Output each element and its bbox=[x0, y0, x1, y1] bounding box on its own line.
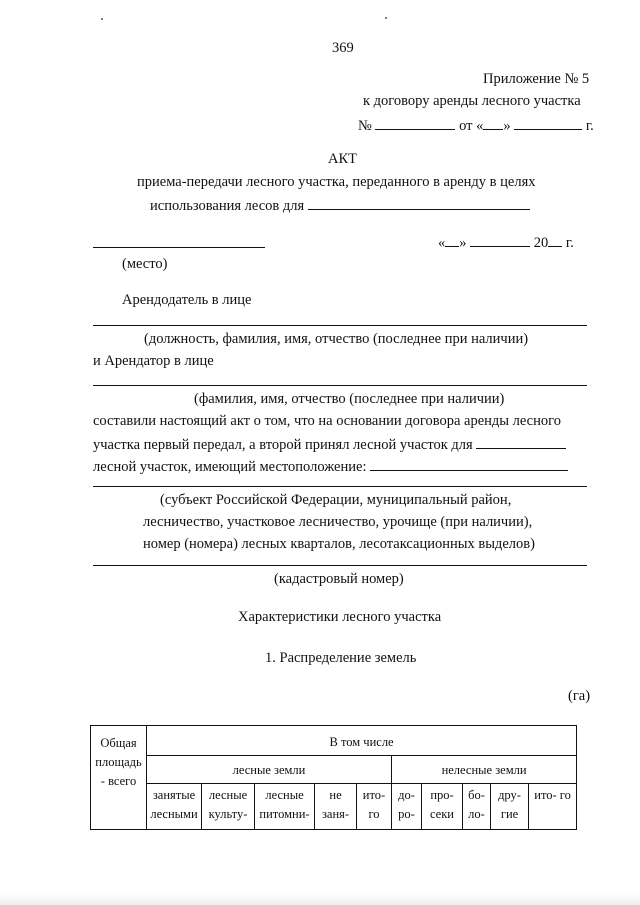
column-header: лесные питомни- bbox=[255, 784, 315, 830]
column-header: ито- го bbox=[357, 784, 392, 830]
lessee-underline[interactable] bbox=[93, 385, 587, 386]
body-paragraph-line1: составили настоящий акт о том, что на основании договора аренды лесного bbox=[93, 413, 561, 429]
scan-mark bbox=[101, 18, 103, 20]
place-caption: (место) bbox=[122, 256, 168, 272]
section-subtitle: 1. Распределение земель bbox=[265, 650, 417, 666]
act-heading: АКТ bbox=[328, 151, 357, 167]
appendix-subtitle: к договору аренды лесного участка bbox=[363, 93, 581, 109]
location-underline[interactable] bbox=[93, 486, 587, 487]
blank-act-year[interactable] bbox=[548, 233, 562, 247]
year-prefix: 20 bbox=[533, 235, 549, 251]
blank-act-day[interactable] bbox=[445, 233, 459, 247]
scan-mark bbox=[385, 17, 387, 19]
date-open: от « bbox=[459, 118, 484, 134]
column-header: лесные культу- bbox=[202, 784, 255, 830]
appendix-number-line bbox=[358, 116, 594, 135]
column-header: про- секи bbox=[422, 784, 463, 830]
lessee-label: и Арендатор в лице bbox=[93, 353, 214, 369]
place-underline[interactable] bbox=[93, 247, 265, 248]
blank-use-purpose[interactable] bbox=[476, 435, 566, 449]
location-caption-line1: (субъект Российской Федерации, муниципальный район, bbox=[160, 492, 512, 508]
blank-purpose[interactable] bbox=[308, 196, 530, 210]
land-distribution-table bbox=[90, 725, 577, 830]
location-caption-line3: номер (номера) лесных кварталов, лесотаксационных выделов) bbox=[143, 536, 535, 552]
column-header: дру- гие bbox=[491, 784, 529, 830]
appendix-title: Приложение № 5 bbox=[483, 71, 590, 87]
year-suffix: г. bbox=[585, 118, 594, 134]
blank-month[interactable] bbox=[514, 116, 582, 130]
body-paragraph-line3: лесной участок, имеющий местоположение: bbox=[93, 457, 568, 476]
act-year-suffix: г. bbox=[565, 235, 574, 251]
page-number: 369 bbox=[332, 40, 354, 56]
blank-act-month[interactable] bbox=[470, 233, 530, 247]
including-header: В том числе bbox=[147, 726, 577, 756]
blank-location[interactable] bbox=[370, 457, 568, 471]
forest-lands-header: лесные земли bbox=[147, 756, 392, 784]
date-close: » bbox=[503, 118, 511, 134]
act-title-line1: приема-передачи лесного участка, переданного в аренду в целях bbox=[137, 174, 536, 190]
column-header: ито- го bbox=[529, 784, 577, 830]
number-sign: № bbox=[358, 118, 372, 134]
unit-label: (га) bbox=[568, 688, 591, 704]
cadastral-caption: (кадастровый номер) bbox=[274, 571, 404, 587]
column-header: не заня- bbox=[315, 784, 357, 830]
lessor-caption: (должность, фамилия, имя, отчество (последнее при наличии) bbox=[144, 331, 529, 347]
page-edge bbox=[0, 893, 640, 905]
act-title-line2 bbox=[150, 196, 530, 215]
total-area-header: Общая площадь - всего bbox=[91, 726, 147, 830]
blank-number[interactable] bbox=[375, 116, 455, 130]
nonforest-lands-header: нелесные земли bbox=[392, 756, 577, 784]
lessee-caption: (фамилия, имя, отчество (последнее при наличии) bbox=[194, 391, 505, 407]
location-caption-line2: лесничество, участковое лесничество, урочище (при наличии), bbox=[143, 514, 533, 530]
column-header: до- ро- bbox=[392, 784, 422, 830]
cadastral-underline[interactable] bbox=[93, 565, 587, 566]
body-paragraph-line2: участка первый передал, а второй принял лесной участок для bbox=[93, 435, 566, 454]
purpose-label: использования лесов для bbox=[150, 198, 305, 214]
lessor-underline[interactable] bbox=[93, 325, 587, 326]
lessor-label: Арендодатель в лице bbox=[122, 292, 252, 308]
act-date: « » 20 г. bbox=[438, 235, 574, 251]
section-title: Характеристики лесного участка bbox=[238, 609, 442, 625]
column-header: бо- ло- bbox=[463, 784, 491, 830]
blank-day[interactable] bbox=[483, 116, 503, 130]
column-header: занятые лесными bbox=[147, 784, 202, 830]
